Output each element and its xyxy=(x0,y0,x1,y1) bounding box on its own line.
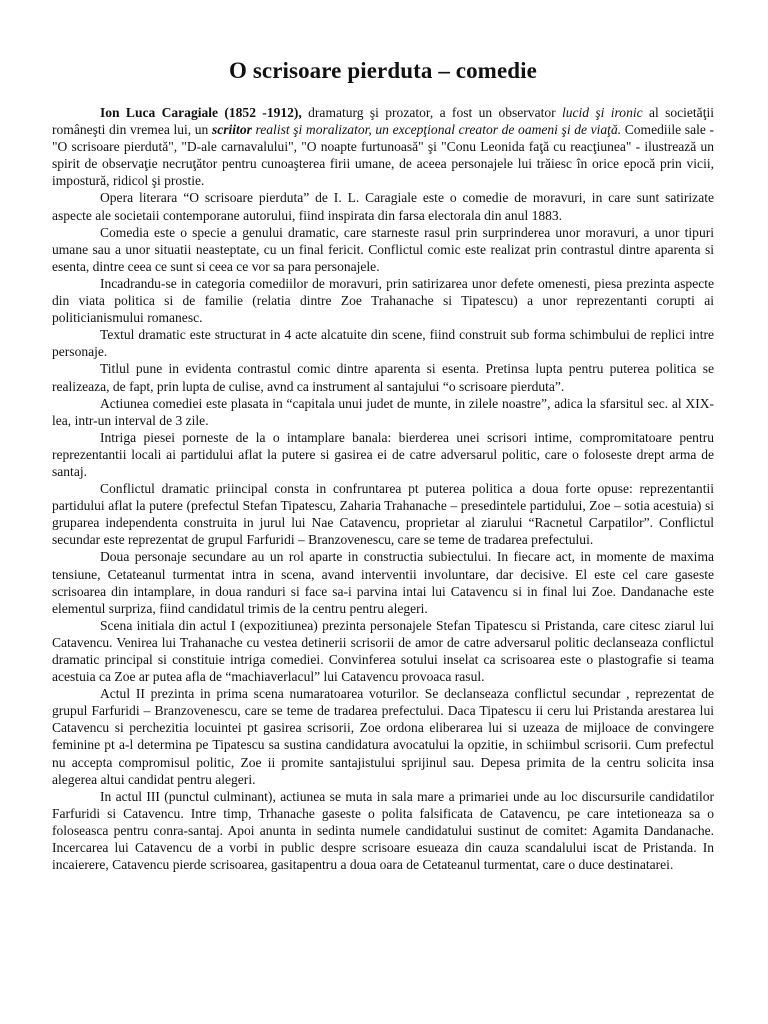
paragraph-actiunea: Actiunea comediei este plasata in “capitala unui judet de munte, in zilele noastre”, adica la sfarsitul sec. al XIX-lea, intr-un interval de 3 zile. xyxy=(52,395,714,428)
author-name: Ion Luca Caragiale (1852 -1912), xyxy=(100,105,302,120)
paragraph-incadrare: Incadrandu-se in categoria comediilor de moravuri, prin satirizarea unor defete omenesti, piesa prezinta aspecte din viata politica si de familie (relatia dintre Zoe Trahanache si Tipatescu) a unor reprezentanti corupti ai politicianismului romanesc. xyxy=(52,275,714,326)
paragraph-actul-2: Actul II prezinta in prima scena numaratoarea voturilor. Se declanseaza conflictul secundar , reprezentat de grupul Farfuridi – Branzovenescu, care se teme de tradarea prefectului. Daca Tipatescu ii ceru lui Pristanda arestarea lui Catavencu si perchezitia locuintei pt gasirea scrisorii, Zoe ordona eliberarea lui si uzeaza de mijloace de convingere feminine pt a-l determina pe Tipatescu sa sustina candidatura avocatului la opzitie, in schiimbul scrisorii. Cum prefectul nu accepta compromisul politic, Zoe ii promite santajistului sprijinul sau. Depesa primita de la centru solicita insa alegerea altui candidat pentru alegeri. xyxy=(52,686,714,787)
page-title: O scrisoare pierduta – comedie xyxy=(229,58,537,83)
paragraph-conflictul: Conflictul dramatic priincipal consta in confruntarea pt puterea politica a doua forte opuse: reprezentantii partidului aflat la putere (prefectul Stefan Tipatescu, Zaharia Trahanache – presedintele partidului, Zoe – sotia acestuia) si gruparea independenta construita in jurul lui Nae Catavencu, proprietar al ziarului “Racnetul Carpatilor”. Conflictul secundar este reprezentat de grupul Farfuridi – Branzovenescu, care se teme de tradarea prefectului. xyxy=(52,481,714,548)
paragraph-personaje-secundare: Doua personaje secundare au un rol aparte in constructia subiectului. In fiecare act, in momente de maxima tensiune, Cetateanul turmentat intra in scena, avand interventii involuntare, dar decisive. El este cel care gaseste scrisoarea din intamplare, in doua randuri si face sa-i parvina intai lui Catavencu si in final lui Zoe. Dandanache este elementul surpriza, fiind candidatul trimis de la centru pentru alegeri. xyxy=(52,549,714,616)
paragraph-opera: Opera literara “O scrisoare pierduta” de I. L. Caragiale este o comedie de moravuri, in care sunt satirizate aspecte ale societaii contemporane autorului, fiind inspirata din farsa electorala din anul 1883. xyxy=(52,190,714,223)
paragraph-actul-1: Scena initiala din actul I (expozitiunea) prezinta personajele Stefan Tipatescu si Pristanda, care citesc ziarul lui Catavencu. Venirea lui Trahanache cu vestea detinerii scrisorii de amor de catre adversarul politic declanseaza conflictul dramatic principal si constituie intriga comediei. Convinferea sotului inselat ca scrisoarea este o plastografie si teama acestuia ca Zoe ar putea afla de “machiaverlacul” lui Catavencu provoaca rasul. xyxy=(52,617,714,685)
intro-paragraph: Ion Luca Caragiale (1852 -1912), dramaturg şi prozator, a fost un observator lucid şi ironic al societăţii româneşti din vremea lui, un scriitor realist şi moralizator, un excepţional creator de oameni şi de viaţă. Comediile sale - "O scrisoare pierdută", "D-ale carnavalului", "O noapte furtunoasă" şi "Conu Leonida faţă cu reacţiunea" - ilustrează un spirit de observaţie necruţător pentru cunoaşterea firii umane, de aceea personajele lui trăiesc în orice epocă prin vicii, impostură, ridicol şi prostie. xyxy=(52,105,714,189)
paragraph-actul-3: In actul III (punctul culminant), actiunea se muta in sala mare a primariei unde au loc discursurile candidatilor Farfuridi si Catavencu. Intre timp, Trhanache gaseste o polita falsificata de Catavencu, pe care intetioneaza sa o foloseasca pentru conra-santaj. Apoi anunta in sedinta numele candidatului sustinut de comitet: Agamita Dandanache. Incercarea lui Catavencu de a vorbi in public despre scrisoare esueaza din cauza scandalului iscat de Pristanda. In incaierere, Catavencu pierde scrisoarea, gasitapentru a doua oara de Cetateanul turmentat, care o duce destinatarei. xyxy=(52,788,714,873)
paragraph-intriga: Intriga piesei porneste de la o intamplare banala: bierderea unei scrisori intime, compromitatoare pentru reprezentantii locali ai partidului aflat la putere si gasirea ei de catre adversarul politic, care o foloseste drept arma de santaj. xyxy=(52,429,714,479)
paragraph-titlul: Titlul pune in evidenta contrastul comic dintre aparenta si esenta. Pretinsa lupta pentru puterea politica se realizeaza, de fapt, prin lupta de culise, avnd ca instrument al santajului “o scrisoare pierduta”. xyxy=(52,361,714,394)
paragraph-structura: Textul dramatic este structurat in 4 acte alcatuite din scene, fiind construit sub forma schimbului de replici intre personaje. xyxy=(52,327,714,360)
paragraph-comedia: Comedia este o specie a genului dramatic, care starneste rasul prin surprinderea unor moravuri, a unor tipuri umane sau a unor situatii neasteptate, cu un final fericit. Conflictul comic este realizat prin contrastul dintre aparenta si esenta, dintre ceea ce sunt si ceea ce vor sa para personajele. xyxy=(52,224,714,274)
